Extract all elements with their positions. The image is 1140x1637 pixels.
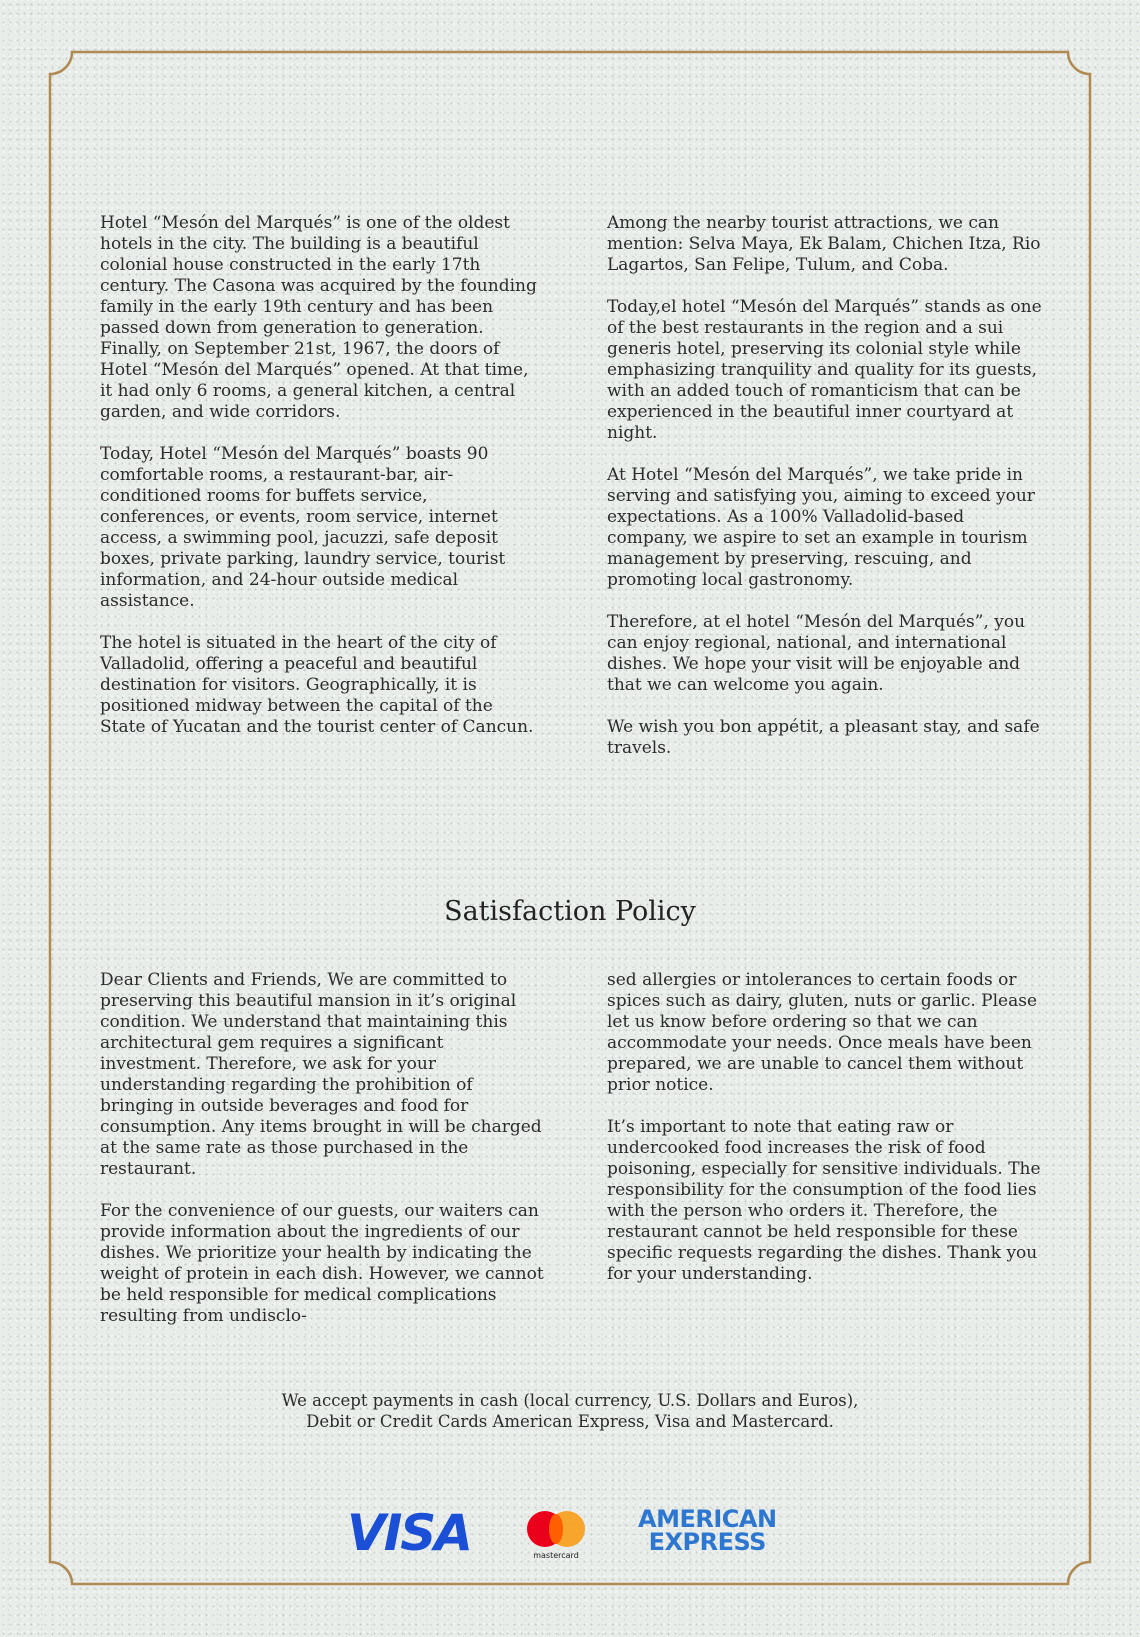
about-paragraph: Today, Hotel “Mesón del Marqués” boasts 90 comfortable rooms, a restaurant-bar, air-conditioned rooms for buffets service, conferences, or events, room service, internet access, a swimming pool, jacuzzi, safe deposit boxes, private parking, laundry service, tourist information, and 24-hour outside medical assistance. (100, 444, 506, 611)
amex-line: EXPRESS (648, 1528, 766, 1556)
policy-paragraph: sed allergies or intolerances to certain foods or spices such as dairy, gluten, nuts or garlic. Please let us know before ordering so that we can accommodate your needs. Once meals have been prepared, we are unable to cancel them without prior notice. (607, 970, 1038, 1095)
about-paragraph: Therefore, at el hotel “Mesón del Marqués”, you can enjoy regional, national, and international dishes. We hope your visit will be enjoyable and that we can welcome you again. (607, 612, 1026, 695)
payment-logos (0, 1505, 1140, 1565)
about-left-column (100, 213, 540, 738)
about-right-column (607, 213, 1047, 759)
payment-line: We accept payments in cash (local currency, U.S. Dollars and Euros), (281, 1391, 859, 1410)
about-paragraph: Among the nearby tourist attractions, we can mention: Selva Maya, Ek Balam, Chichen Itza, Rio Lagartos, San Felipe, Tulum, and Coba. (607, 213, 1041, 275)
amex-logo-icon (638, 1505, 777, 1556)
mastercard-label: mastercard (533, 1551, 579, 1560)
about-paragraph: Today,el hotel “Mesón del Marqués” stands as one of the best restaurants in the region and a sui generis hotel, preserving its colonial style while emphasizing tranquility and quality for its guests, with an added touch of romanticism that can be experienced in the beautiful inner courtyard at night. (607, 297, 1042, 443)
about-paragraph: We wish you bon appétit, a pleasant stay, and safe travels. (607, 717, 1040, 758)
about-paragraph: The hotel is situated in the heart of the city of Valladolid, offering a peaceful and beautiful destination for visitors. Geographically, it is positioned midway between the capital of the State of Yucatan and the tourist center of Cancun. (100, 633, 534, 737)
about-paragraph: Hotel “Mesón del Marqués” is one of the oldest hotels in the city. The building is a beautiful colonial house constructed in the early 17th century. The Casona was acquired by the founding family in the early 19th century and has been passed down from generation to generation. Finally, on September 21st, 1967, the doors of Hotel “Mesón del Marqués” opened. At that time, it had only 6 rooms, a general kitchen, a central garden, and wide corridors. (100, 213, 537, 422)
payment-notice (0, 1390, 1140, 1432)
policy-paragraph: For the convenience of our guests, our waiters can provide information about the ingredients of our dishes. We prioritize your health by indicating the weight of protein in each dish. However, we cannot be held responsible for medical complications resulting from undisclo- (100, 1201, 544, 1326)
policy-right-column (607, 970, 1047, 1285)
policy-paragraph: It’s important to note that eating raw or undercooked food increases the risk of food poisoning, especially for sensitive individuals. The responsibility for the consumption of the food lies with the person who orders it. Therefore, the restaurant cannot be held responsible for these specific requests regarding the dishes. Thank you for your understanding. (607, 1117, 1041, 1284)
amex-line: AMERICAN (638, 1505, 777, 1533)
visa-logo-icon: VISA (347, 1504, 472, 1562)
payment-line: Debit or Credit Cards American Express, Visa and Mastercard. (306, 1412, 834, 1431)
section-title: Satisfaction Policy (444, 896, 696, 927)
about-paragraph: At Hotel “Mesón del Marqués”, we take pride in serving and satisfying you, aiming to exceed your expectations. As a 100% Valladolid-based company, we aspire to set an example in tourism management by preserving, rescuing, and promoting local gastronomy. (607, 465, 1035, 590)
mastercard-overlap (549, 1514, 563, 1544)
policy-paragraph: Dear Clients and Friends, We are committed to preserving this beautiful mansion in it’s original condition. We understand that maintaining this architectural gem requires a significant investment. Therefore, we ask for your understanding regarding the prohibition of bringing in outside beverages and food for consumption. Any items brought in will be charged at the same rate as those purchased in the restaurant. (100, 970, 542, 1179)
policy-left-column (100, 970, 545, 1327)
mastercard-logo-icon (523, 1511, 593, 1563)
